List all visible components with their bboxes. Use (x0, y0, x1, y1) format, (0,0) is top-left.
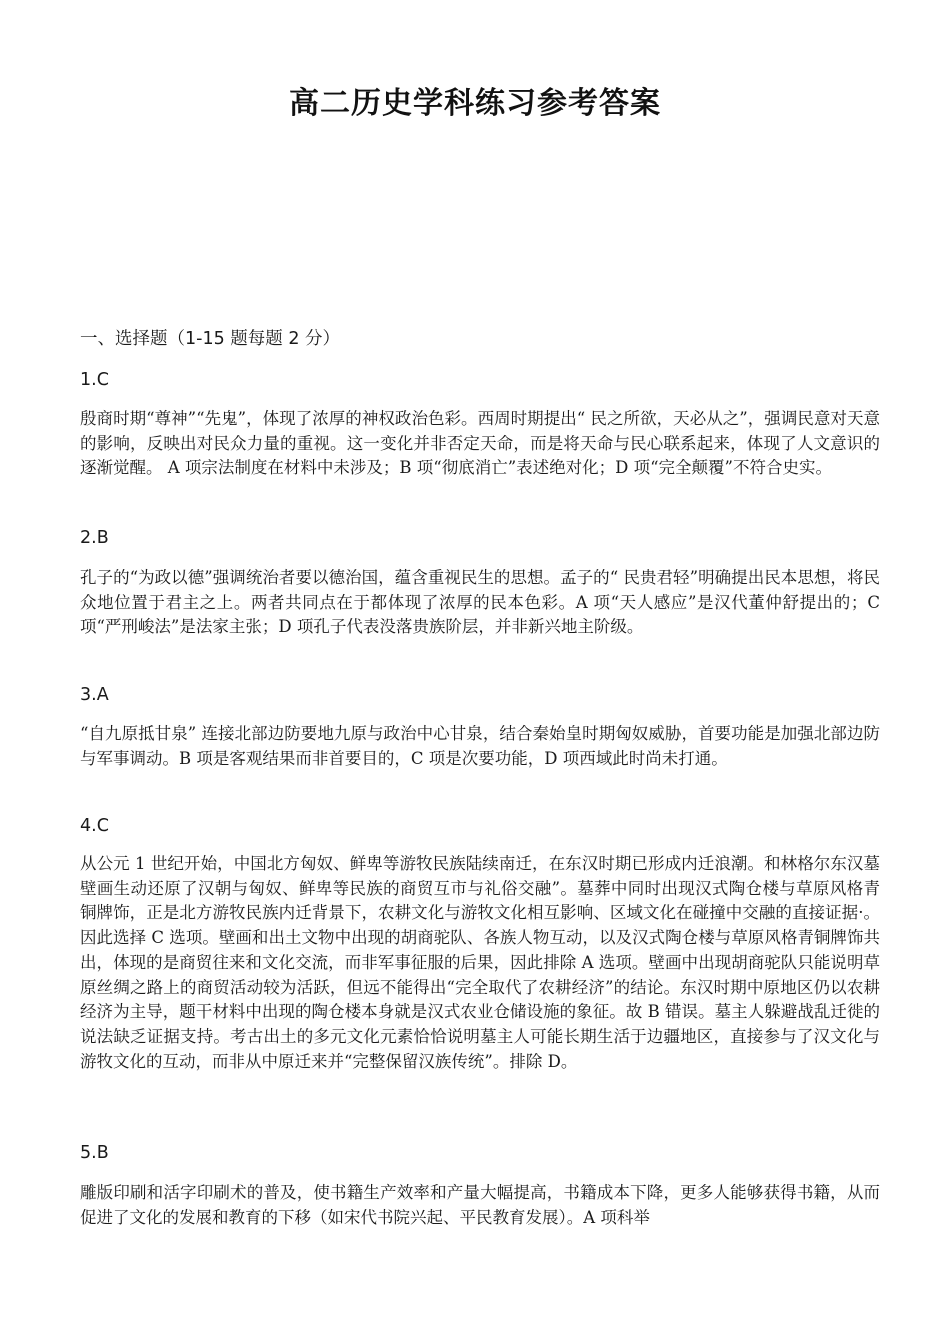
answer-label: 4.C (80, 816, 109, 836)
answer-label: 3.A (80, 685, 109, 705)
section-heading: 一、选择题（1-15 题每题 2 分） (80, 329, 341, 349)
answer-explanation: 孔子的“为政以德”强调统治者要以德治国，蕴含重视民生的思想。孟子的“ 民贵君轻”明确提出民本思想，将民众地位置于君主之上。两者共同点在于都体现了浓厚的民本色彩。A 项“天人感应”是汉代董仲舒提出的；C 项“严刑峻法”是法家主张；D 项孔子代表没落贵族阶层，并非新兴地主阶级。 (80, 568, 880, 637)
answer-explanation: 从公元 1 世纪开始，中国北方匈奴、鲜卑等游牧民族陆续南迁，在东汉时期已形成内迁浪潮。和林格尔东汉墓壁画生动还原了汉朝与匈奴、鲜卑等民族的商贸互市与礼俗交融”。墓葬中同时出现汉式陶仓楼与草原风格青铜牌饰，正是北方游牧民族内迁背景下，农耕文化与游牧文化相互影响、区域文化在碰撞中交融的直接证据·。因此选择 C 选项。壁画和出土文物中出现的胡商驼队、各族人物互动，以及汉式陶仓楼与草原风格青铜牌饰共出，体现的是商贸往来和文化交流，而非军事征服的后果，因此排除 A 选项。壁画中出现胡商驼队只能说明草原丝绸之路上的商贸活动较为活跃，但远不能得出“完全取代了农耕经济”的结论。东汉时期中原地区仍以农耕经济为主导，题干材料中出现的陶仓楼本身就是汉式农业仓储设施的象征。故 B 错误。墓主人躲避战乱迁徙的说法缺乏证据支持。考古出土的多元文化元素恰恰说明墓主人可能长期生活于边疆地区，直接参与了汉文化与游牧文化的互动，而非从中原迁来并“完整保留汉族传统”。排除 D。 (80, 854, 880, 1071)
answer-explanation: 殷商时期“尊神”“先鬼”，体现了浓厚的神权政治色彩。西周时期提出“ 民之所欲，天必从之”，强调民意对天意的影响，反映出对民众力量的重视。这一变化并非否定天命，而是将天命与民心联系起来，体现了人文意识的逐渐觉醒。 A 项宗法制度在材料中未涉及；B 项“彻底消亡”表述绝对化；D 项“完全颠覆”不符合史实。 (80, 409, 880, 478)
answer-label: 1.C (80, 370, 109, 390)
answer-explanation: “自九原抵甘泉” 连接北部边防要地九原与政治中心甘泉，结合秦始皇时期匈奴威胁，首要功能是加强北部边防与军事调动。B 项是客观结果而非首要目的，C 项是次要功能，D 项西域此时尚未打通。 (80, 724, 880, 768)
answer-label: 2.B (80, 528, 109, 548)
answer-label: 5.B (80, 1143, 109, 1163)
document-title: 高二历史学科练习参考答案 (289, 86, 661, 121)
answer-explanation: 雕版印刷和活字印刷术的普及，使书籍生产效率和产量大幅提高，书籍成本下降，更多人能够获得书籍，从而促进了文化的发展和教育的下移（如宋代书院兴起、平民教育发展）。A 项科举 (80, 1183, 880, 1227)
